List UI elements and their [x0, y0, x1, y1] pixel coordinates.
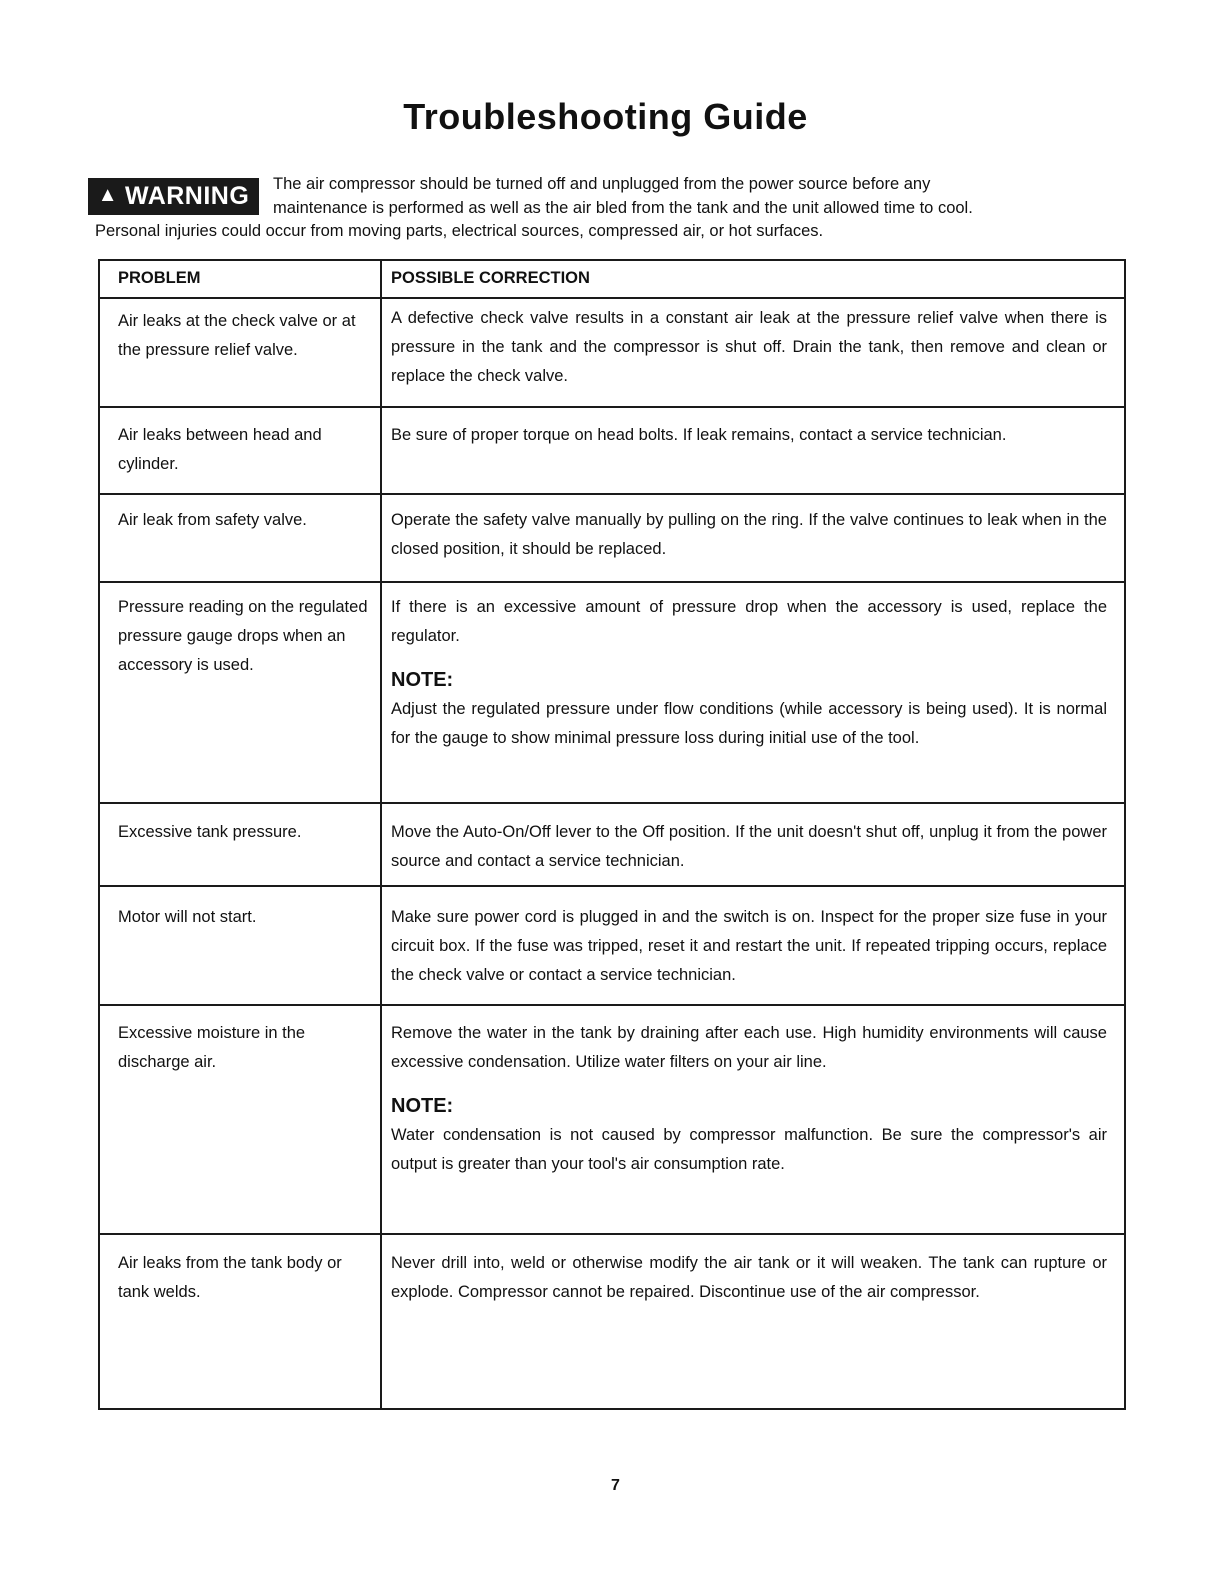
row-divider	[100, 297, 1124, 299]
row-5-problem: Excessive tank pressure.	[118, 823, 302, 841]
page-number: 7	[611, 1477, 620, 1494]
row-divider	[100, 802, 1124, 804]
row-divider	[100, 581, 1124, 583]
page-title: Troubleshooting Guide	[403, 96, 808, 137]
warning-badge	[88, 178, 259, 215]
row-4-note-label: NOTE:	[391, 669, 454, 691]
troubleshooting-table	[98, 259, 1126, 1410]
row-8-correction: Never drill into, weld or otherwise modify the air tank or it will weaken. The tank can rupture or explode. Compressor cannot be repaired. Discontinue use of the air compressor.	[391, 1254, 1107, 1301]
row-4-correction-text: If there is an excessive amount of pressure drop when the accessory is used, replace the regulator.	[391, 598, 1107, 645]
warning-text-line-1: The air compressor should be turned off and unplugged from the power source before any	[273, 175, 931, 193]
row-1-correction: A defective check valve results in a constant air leak at the pressure relief valve when there is pressure in the tank and the compressor is shut off. Drain the tank, then remove and clean or replace the check valve.	[391, 309, 1107, 385]
row-3-correction: Operate the safety valve manually by pulling on the ring. If the valve continues to leak when in the closed position, it should be replaced.	[391, 511, 1107, 558]
row-6-correction: Make sure power cord is plugged in and the switch is on. Inspect for the proper size fuse in your circuit box. If the fuse was tripped, reset it and restart the unit. If repeated tripping occurs, replace the check valve or contact a service technician.	[391, 908, 1107, 984]
row-5-correction: Move the Auto-On/Off lever to the Off position. If the unit doesn't shut off, unplug it from the power source and contact a service technician.	[391, 823, 1107, 870]
row-2-correction: Be sure of proper torque on head bolts. If leak remains, contact a service technician.	[391, 426, 1007, 444]
row-7-note-text: Water condensation is not caused by compressor malfunction. Be sure the compressor's air output is greater than your tool's air consumption rate.	[391, 1126, 1107, 1173]
row-divider	[100, 493, 1124, 495]
row-divider	[100, 1233, 1124, 1235]
row-divider	[100, 885, 1124, 887]
row-7-problem: Excessive moisture in the discharge air.	[118, 1024, 306, 1071]
row-divider	[100, 406, 1124, 408]
warning-badge-label: WARNING	[124, 182, 250, 210]
row-7-note-label: NOTE:	[391, 1095, 454, 1117]
row-4-problem: Pressure reading on the regulated pressure gauge drops when an accessory is used.	[118, 598, 368, 674]
warning-text-line-2: maintenance is performed as well as the air bled from the tank and the unit allowed time to cool.	[273, 199, 973, 217]
row-8-problem: Air leaks from the tank body or tank welds.	[118, 1254, 342, 1301]
warning-triangle-icon: ▲	[97, 184, 118, 206]
row-1-problem: Air leaks at the check valve or at the pressure relief valve.	[118, 312, 356, 359]
row-2-problem: Air leaks between head and cylinder.	[118, 426, 322, 473]
header-problem: PROBLEM	[118, 269, 201, 287]
row-4-note-text: Adjust the regulated pressure under flow conditions (while accessory is being used). It is normal for the gauge to show minimal pressure loss during initial use of the tool.	[391, 700, 1107, 747]
row-4-correction	[391, 593, 1107, 753]
row-7-correction	[391, 1019, 1107, 1179]
header-possible-correction: POSSIBLE CORRECTION	[391, 269, 590, 287]
warning-text-line-3: Personal injuries could occur from moving parts, electrical sources, compressed air, or hot surfaces.	[95, 222, 824, 240]
row-7-correction-text: Remove the water in the tank by draining after each use. High humidity environments will cause excessive condensation. Utilize water filters on your air line.	[391, 1024, 1107, 1071]
column-divider	[380, 261, 382, 1408]
row-6-problem: Motor will not start.	[118, 908, 257, 926]
row-3-problem: Air leak from safety valve.	[118, 511, 307, 529]
row-divider	[100, 1004, 1124, 1006]
